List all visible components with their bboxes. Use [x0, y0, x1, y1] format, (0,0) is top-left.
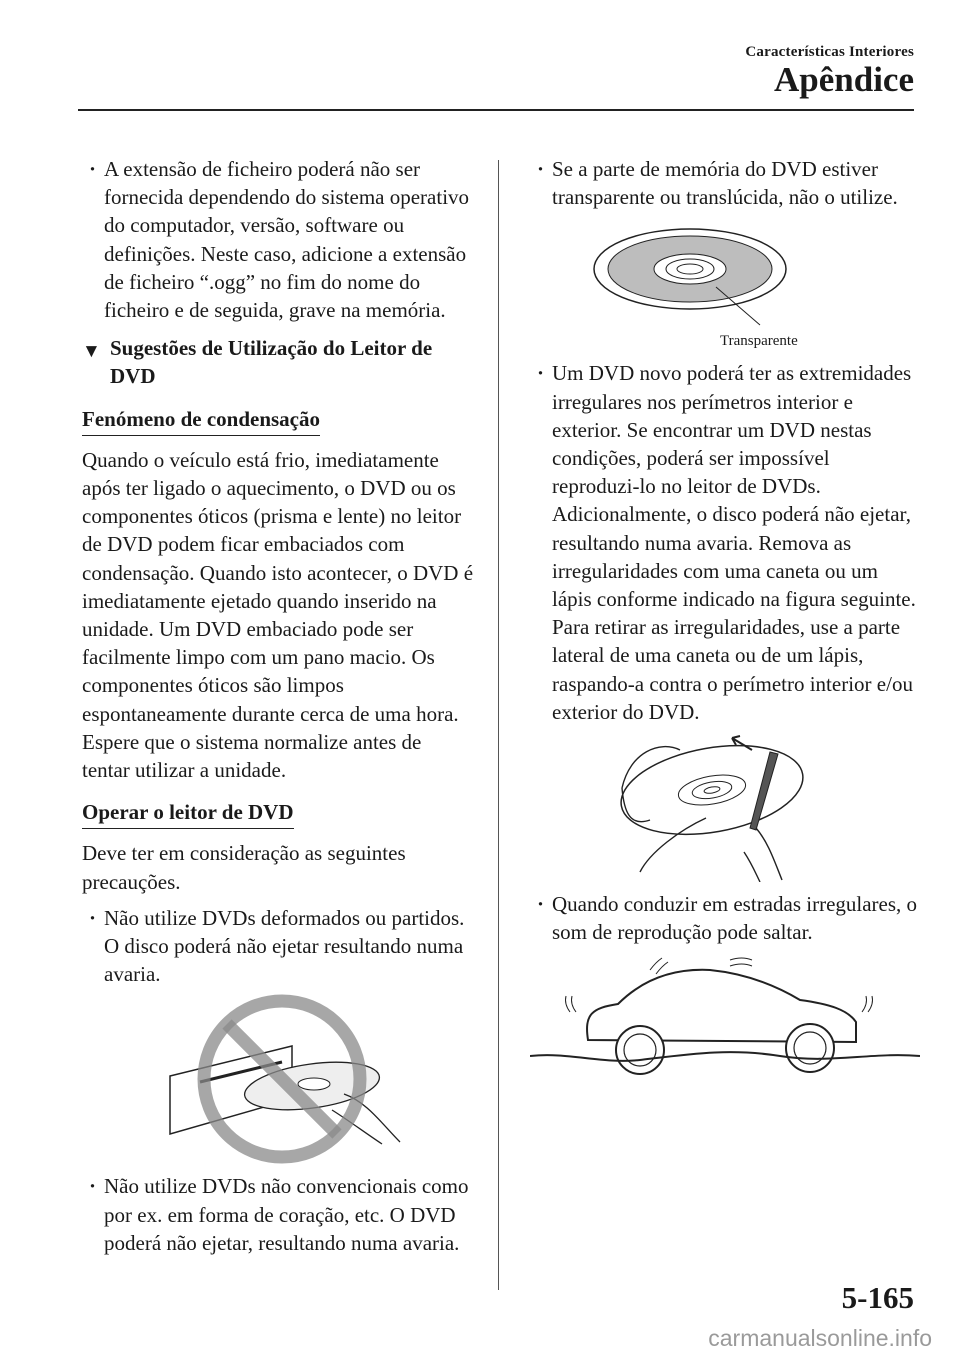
running-header-chapter: Apêndice — [774, 60, 914, 99]
page-number: 5-165 — [841, 1280, 914, 1315]
header-rule — [78, 109, 914, 111]
paragraph-condensation: Quando o veículo está frio, imediatamente após ter ligado o aquecimento, o DVD ou os componentes óticos (prisma e lente) no leitor de DVD podem ficar embaciados com condensação. Quando isto acontecer, o DVD é imediatamente ejetado quando inserido na unidade. Um DVD embaciado pode ser facilmente limpo com um pano macio. Os componentes óticos são limpos espontaneamente durante cerca de uma hora. Espere que o sistema normalize antes de tentar utilizar a unidade. — [82, 447, 474, 783]
bullet-shaped-dvd: · Não utilize DVDs não convencionais como por ex. em forma de coração, etc. O DVD poderá não ejetar, resultando numa avaria. — [82, 1172, 474, 1257]
disc-icon — [594, 229, 786, 309]
disc-icon — [614, 733, 810, 848]
bullet-file-extension: · A extensão de ficheiro poderá não ser fornecida dependendo do sistema operativo do computador, versão, software ou definições. Neste caso, adicione a extensão de ficheiro “.ogg” no fim do nome do ficheiro e de seguida, grave na memória. — [82, 155, 474, 324]
subheading-operate: Operar o leitor de DVD — [82, 798, 294, 829]
watermark: carmanualsonline.info — [708, 1325, 932, 1351]
section-heading-text: Sugestões de Utilização do Leitor de DVD — [110, 336, 433, 389]
figure-car-rough-road — [530, 952, 920, 1092]
subheading-condensation: Fenómeno de condensação — [82, 405, 320, 436]
right-column — [530, 155, 920, 1092]
paragraph-operate: Deve ter em consideração as seguintes precauções. — [82, 841, 406, 894]
left-column — [82, 155, 474, 1257]
bullet-rough-road: · Quando conduzir em estradas irregulares, o som de reprodução pode saltar. — [530, 890, 920, 946]
running-header-section: Características Interiores — [745, 44, 914, 60]
road-surface — [530, 1053, 920, 1062]
figure-no-deformed-dvd — [82, 994, 474, 1164]
section-heading — [82, 334, 474, 390]
figure-remove-irregularities — [530, 732, 920, 882]
bullet-new-dvd: · Um DVD novo poderá ter as extremidades irregulares nos perímetros interior e exterior. Se encontrar um DVD nestas condições, poderá ser impossível reproduzi-lo no leitor de DVDs. Adicionalmente, o disco poderá não ejetar, resultando numa avaria. Remova as irregularidades com uma caneta ou um lápis conforme indicado na figura seguinte. Para retirar as irregularidades, use a parte lateral de uma caneta ou de um lápis, raspando-a contra o perímetro interior e/ou exterior do DVD. — [530, 359, 920, 726]
triangle-marker-icon: ▼ — [82, 341, 101, 363]
figure-transparent-disc — [530, 217, 920, 353]
bullet-deformed-dvd: · Não utilize DVDs deformados ou partidos. O disco poderá não ejetar resultando numa avaria. — [82, 904, 474, 989]
column-divider — [498, 160, 499, 1290]
bullet-transparent-dvd: · Se a parte de memória do DVD estiver transparente ou translúcida, não o utilize. — [530, 155, 920, 211]
label-transparente: Transparente — [720, 333, 798, 350]
